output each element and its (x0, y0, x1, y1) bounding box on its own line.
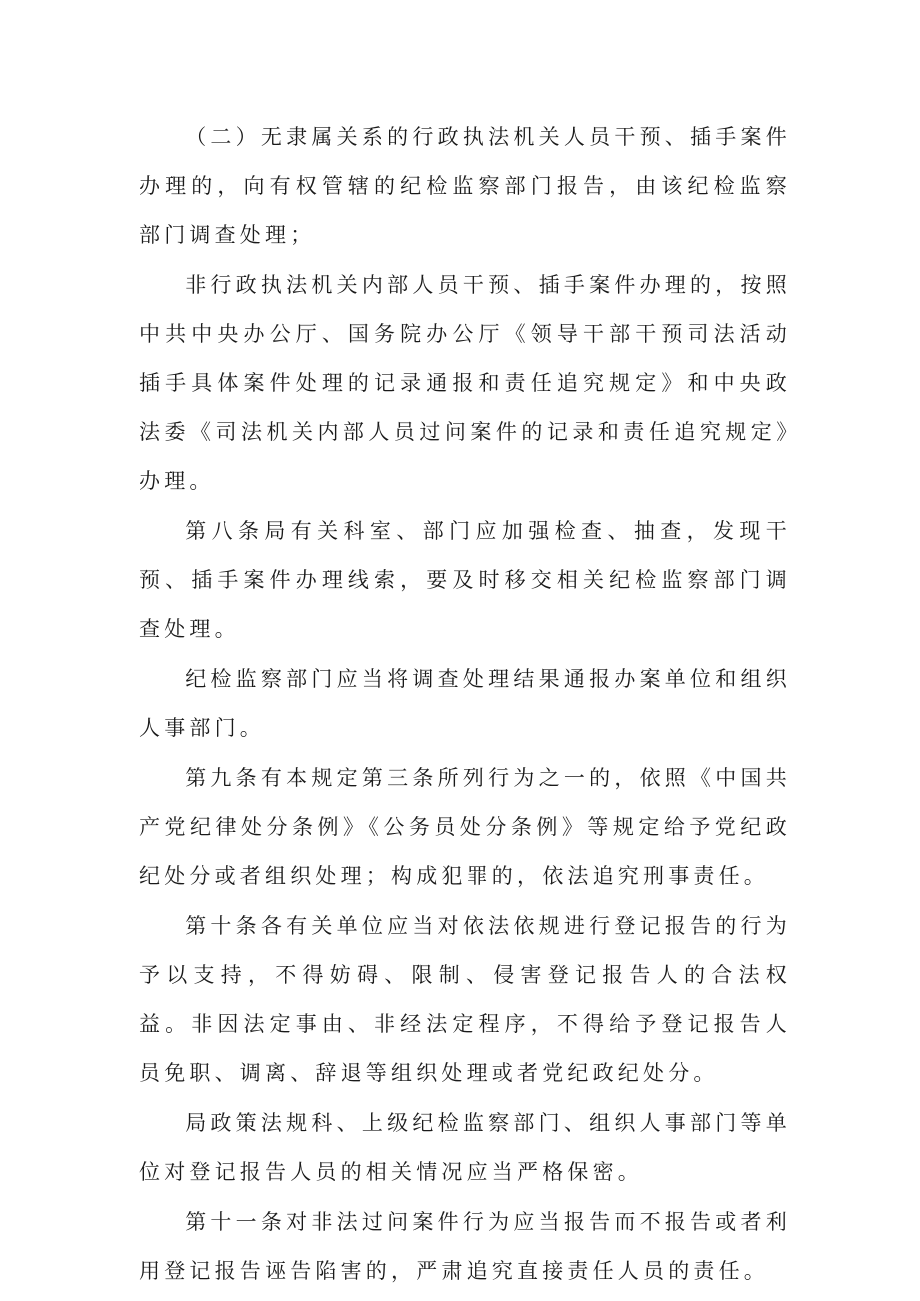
paragraph-article-8-notification: 纪检监察部门应当将调查处理结果通报办案单位和组织人事部门。 (139, 667, 791, 740)
paragraph-clause-2: （二）无隶属关系的行政执法机关人员干预、插手案件办理的，向有权管辖的纪检监察部门报告，由该纪检监察部门调查处理； (139, 125, 791, 247)
paragraph-article-10: 第十条各有关单位应当对依法依规进行登记报告的行为予以支持，不得妨碍、限制、侵害登记报告人的合法权益。非因法定事由、非经法定程序，不得给予登记报告人员免职、调离、辞退等组织处理或者党纪政纪处分。 (139, 914, 791, 1085)
paragraph-non-internal-personnel: 非行政执法机关内部人员干预、插手案件办理的，按照中共中央办公厅、国务院办公厅《领导干部干预司法活动插手具体案件处理的记录通报和责任追究规定》和中央政法委《司法机关内部人员过问案件的记录和责任追究规定》办理。 (139, 273, 791, 493)
document-body (139, 113, 791, 1296)
paragraph-article-10-confidentiality: 局政策法规科、上级纪检监察部门、组织人事部门等单位对登记报告人员的相关情况应当严格保密。 (139, 1111, 791, 1184)
paragraph-article-9: 第九条有本规定第三条所列行为之一的，依照《中国共产党纪律处分条例》《公务员处分条例》等规定给予党纪政纪处分或者组织处理；构成犯罪的，依法追究刑事责任。 (139, 766, 791, 888)
paragraph-article-8: 第八条局有关科室、部门应加强检查、抽查，发现干预、插手案件办理线索，要及时移交相关纪检监察部门调查处理。 (139, 519, 791, 641)
paragraph-article-11: 第十一条对非法过问案件行为应当报告而不报告或者利用登记报告诬告陷害的，严肃追究直接责任人员的责任。 (139, 1210, 791, 1283)
